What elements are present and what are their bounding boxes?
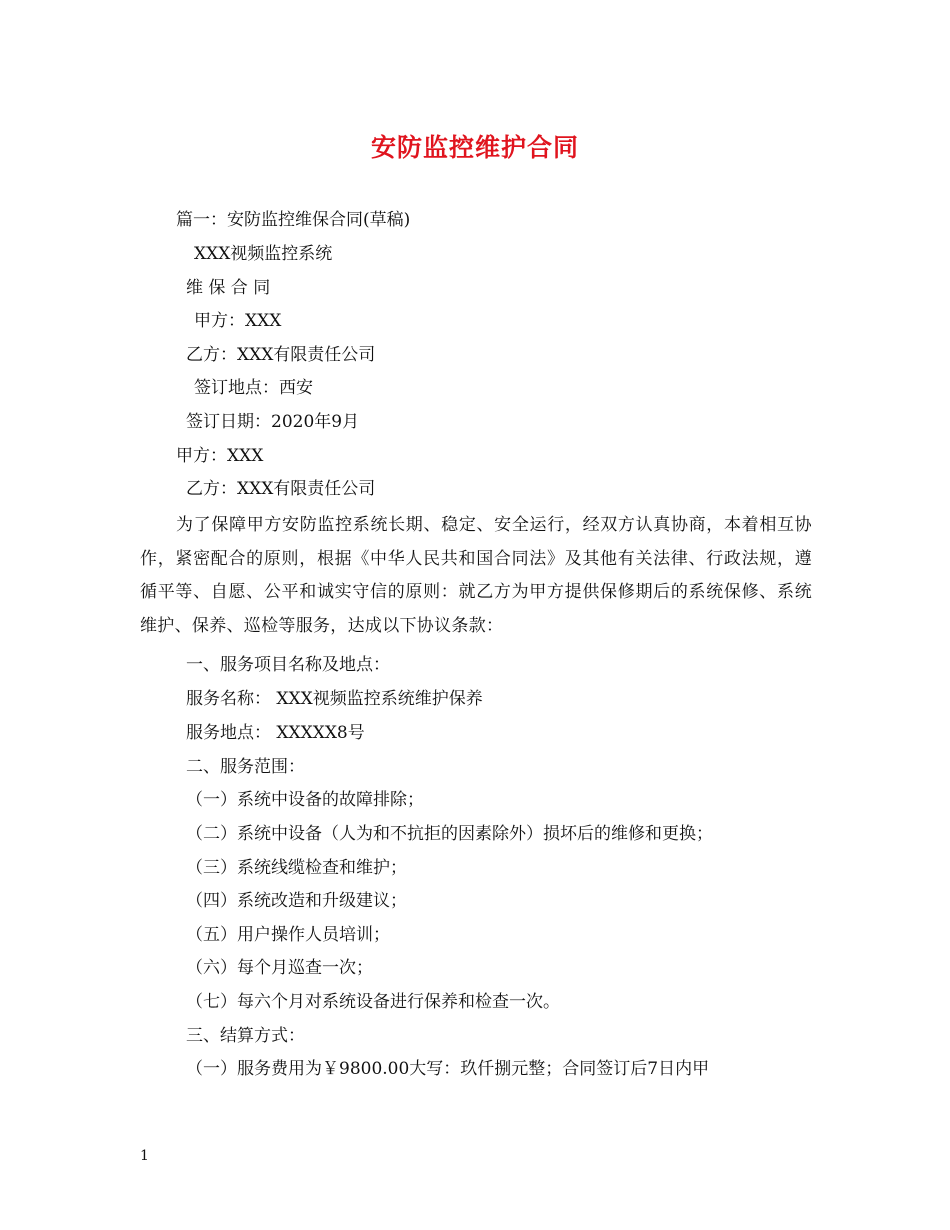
section-line: （二）系统中设备（人为和不抗拒的因素除外）损坏后的维修和更换； (186, 824, 713, 844)
section-line: （一）服务费用为￥9800.00大写：玖仟捌元整；合同签订后7日内甲 (186, 1059, 710, 1079)
document-title: 安防监控维护合同 (370, 133, 579, 162)
intro-paragraph: 为了保障甲方安防监控系统长期、稳定、安全运行，经双方认真协商，本着相互协作，紧密配合的原则，根据《中华人民共和国合同法》及其他有关法律、行政法规，遵循平等、自愿、公平和诚实守信的原则：就乙方为甲方提供保修期后的系统保修、系统维护、保养、巡检等服务，达成以下协议条款： (140, 515, 812, 637)
section-line: （五）用户操作人员培训； (186, 925, 390, 945)
section-heading: 三、结算方式： (186, 1026, 305, 1046)
section-line: 服务名称： XXX视频监控系统维护保养 (186, 689, 483, 709)
cover-line: XXX视频监控系统 (194, 244, 333, 264)
cover-line: 甲方：XXX (176, 446, 264, 466)
cover-line: 甲方：XXX (194, 311, 282, 331)
section-line: （六）每个月巡查一次； (186, 958, 373, 978)
cover-line: 维 保 合 同 (186, 278, 271, 298)
cover-line: 签订日期：2020年9月 (186, 412, 360, 432)
section-line: 服务地点： XXXXX8号 (186, 723, 365, 743)
cover-line: 乙方：XXX有限责任公司 (186, 479, 376, 499)
section-line: （七）每六个月对系统设备进行保养和检查一次。 (186, 992, 560, 1012)
page-number: 1 (140, 1148, 149, 1164)
section-heading: 二、服务范围： (186, 757, 305, 777)
cover-line: 篇一：安防监控维保合同(草稿) (176, 210, 411, 230)
section-line: （一）系统中设备的故障排除； (186, 790, 424, 810)
cover-line: 签订地点：西安 (194, 378, 313, 398)
section-line: （四）系统改造和升级建议； (186, 891, 407, 911)
section-line: （三）系统线缆检查和维护； (186, 858, 407, 878)
section-heading: 一、服务项目名称及地点： (186, 655, 390, 675)
cover-line: 乙方：XXX有限责任公司 (186, 345, 376, 365)
